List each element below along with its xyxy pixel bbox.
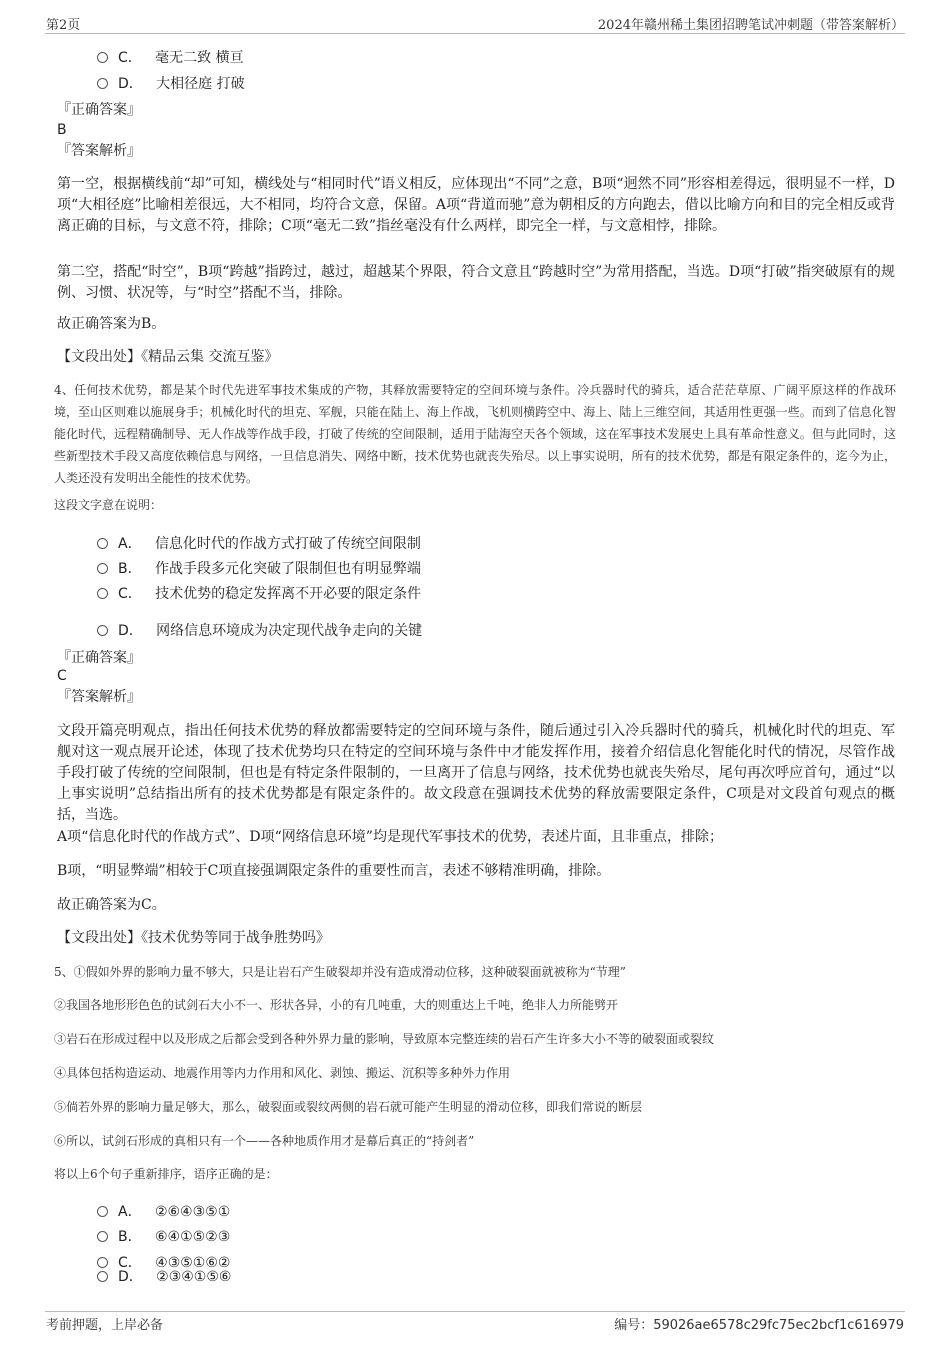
q4-option-a[interactable] bbox=[97, 533, 421, 553]
q5-option-d[interactable] bbox=[97, 1266, 231, 1286]
analysis-paragraph: 第一空，根据横线前“却”可知，横线处与“相同时代”语义相反，应体现出“不同”之意，B项“迥然不同”形容相差得远，很明显不一样，D项“大相径庭”比喻相差很远，大不相同，均符合文意，保留。A项“背道而驰”意为朝相反的方向跑去，借以比喻方向和目的完全相反或背离正确的目标，与文意不符，排除；C项“毫无二致”指丝毫没有什么两样，即完全一样，与文意相悖，排除。 bbox=[57, 176, 895, 234]
header-divider bbox=[45, 33, 905, 34]
option-label: C． bbox=[118, 50, 142, 66]
sentence-1: 5、①假如外界的影响力量不够大，只是让岩石产生破裂却并没有造成滑动位移，这种破裂面就被称为“节理” bbox=[54, 965, 626, 979]
code-label: 编号： bbox=[614, 1318, 654, 1333]
analysis-conclusion: 故正确答案为B。 bbox=[57, 316, 166, 332]
radio-icon[interactable] bbox=[97, 1231, 108, 1242]
option-label: D． bbox=[118, 76, 143, 92]
option-label: D． bbox=[118, 623, 143, 639]
q5-option-a[interactable] bbox=[97, 1201, 230, 1221]
analysis-paragraph: 文段开篇亮明观点，指出任何技术优势的释放都需要特定的空间环境与条件，随后通过引入冷兵器时代的骑兵，机械化时代的坦克、军舰对这一观点展开论述，体现了技术优势均只在特定的空间环境与条件中才能发挥作用，接着介绍信息化智能化时代的情况，尽管作战手段打破了传统的空间限制，但也是有特定条件限制的，一旦离开了信息与网络，技术优势也就丧失殆尽，尾句再次呼应首句，通过“以上事实说明”总结指出所有的技术优势都是有限定条件的。故文段意在强调技术优势的释放需要限定条件，C项是对文段首句观点的概括，当选。 bbox=[57, 723, 895, 823]
option-text: 作战手段多元化突破了限制但也有明显弊端 bbox=[154, 561, 421, 577]
option-text: ⑥④①⑤②③ bbox=[154, 1229, 231, 1245]
answer-title: 『正确答案』 bbox=[57, 102, 141, 118]
sentence-6: ⑥所以，试剑石形成的真相只有一个——各种地质作用才是幕后真正的“持剑者” bbox=[54, 1134, 475, 1148]
question-prompt: 这段文字意在说明： bbox=[54, 498, 163, 512]
sentence-5: ⑤倘若外界的影响力量足够大，那么，破裂面或裂纹两侧的岩石就可能产生明显的滑动位移，即我们常说的断层 bbox=[54, 1100, 643, 1114]
analysis-title: 『答案解析』 bbox=[57, 143, 141, 159]
code-value: 59026ae6578c29fc75ec2bcf1c616979 bbox=[653, 1318, 904, 1333]
radio-icon[interactable] bbox=[97, 78, 108, 89]
q3-option-c[interactable] bbox=[97, 47, 244, 67]
correct-answer: B bbox=[57, 122, 67, 138]
option-text: 技术优势的稳定发挥离不开必要的限定条件 bbox=[155, 586, 422, 602]
option-text: ②③④①⑤⑥ bbox=[156, 1269, 232, 1285]
q4-option-d[interactable] bbox=[97, 620, 422, 640]
option-text: 网络信息环境成为决定现代战争走向的关键 bbox=[156, 623, 423, 639]
answer-title: 『正确答案』 bbox=[57, 650, 141, 666]
option-label: C． bbox=[118, 1255, 142, 1271]
radio-icon[interactable] bbox=[97, 1206, 108, 1217]
radio-icon[interactable] bbox=[97, 588, 108, 599]
correct-answer: C bbox=[57, 668, 67, 684]
sentence-4: ④具体包括构造运动、地震作用等内力作用和风化、剥蚀、搬运、沉积等多种外力作用 bbox=[54, 1066, 511, 1080]
option-label: B． bbox=[118, 1229, 142, 1245]
option-label: C． bbox=[118, 586, 142, 602]
option-text: 毫无二致 横亘 bbox=[155, 50, 244, 66]
document-title: 2024年赣州稀土集团招聘笔试冲刺题（带答案解析） bbox=[597, 18, 904, 33]
question-prompt: 将以上6个句子重新排序，语序正确的是： bbox=[54, 1167, 278, 1181]
q4-option-b[interactable] bbox=[97, 558, 421, 578]
q5-option-b[interactable] bbox=[97, 1226, 230, 1246]
radio-icon[interactable] bbox=[97, 563, 108, 574]
option-label: A． bbox=[118, 536, 142, 552]
radio-icon[interactable] bbox=[97, 538, 108, 549]
source-citation: 【文段出处】《技术优势等同于战争胜势吗》 bbox=[57, 930, 330, 946]
page-number: 第2页 bbox=[46, 18, 81, 33]
source-citation: 【文段出处】《精品云集 交流互鉴》 bbox=[57, 349, 279, 365]
radio-icon[interactable] bbox=[97, 1271, 108, 1282]
radio-icon[interactable] bbox=[97, 625, 108, 636]
document-code bbox=[614, 1314, 904, 1333]
analysis-paragraph: A项“信息化时代的作战方式”、D项“网络信息环境”均是现代军事技术的优势，表述片面，且非重点，排除； bbox=[57, 829, 723, 845]
option-text: 大相径庭 打破 bbox=[156, 76, 245, 92]
analysis-conclusion: 故正确答案为C。 bbox=[57, 897, 166, 913]
option-label: A． bbox=[118, 1204, 142, 1220]
option-text: ④③⑤①⑥② bbox=[155, 1255, 231, 1271]
sentence-3: ③岩石在形成过程中以及形成之后都会受到各种外界力量的影响，导致原本完整连续的岩石产生许多大小不等的破裂面或裂纹 bbox=[54, 1032, 715, 1046]
footer-slogan: 考前押题，上岸必备 bbox=[46, 1318, 164, 1333]
option-label: D． bbox=[118, 1269, 143, 1285]
q4-option-c[interactable] bbox=[97, 583, 421, 603]
sentence-2: ②我国各地形形色色的试剑石大小不一、形状各异，小的有几吨重，大的则重达上千吨，绝非人力所能劈开 bbox=[54, 998, 619, 1012]
analysis-paragraph: 第二空，搭配“时空”，B项“跨越”指跨过，越过，超越某个界限，符合文意且“跨越时空”为常用搭配，当选。D项“打破”指突破原有的规例、习惯、状况等，与“时空”搭配不当，排除。 bbox=[57, 264, 895, 301]
option-label: B． bbox=[118, 561, 142, 577]
question-stem: 4、任何技术优势，都是某个时代先进军事技术集成的产物，其释放需要特定的空间环境与条件。冷兵器时代的骑兵，适合茫茫草原、广阔平原这样的作战环境，至山区则难以施展身手；机械化时代的坦克、军舰，只能在陆上、海上作战，飞机则横跨空中、海上、陆上三维空间，其适用性更强一些。而到了信息化智能化时代，远程精确制导、无人作战等作战手段，打破了传统的空间限制，适用于陆海空天各个领域，这在军事技术发展史上具有革命性意义。但与此同时，这些新型技术手段又高度依赖信息与网络，一旦信息消失、网络中断，技术优势也就丧失殆尽。以上事实说明，所有的技术优势，都是有限定条件的，迄今为止，人类还没有发明出全能性的技术优势。 bbox=[54, 383, 896, 485]
option-text: ②⑥④③⑤① bbox=[154, 1204, 231, 1220]
radio-icon[interactable] bbox=[97, 52, 108, 63]
footer-divider bbox=[45, 1311, 905, 1312]
analysis-paragraph: B项，“明显弊端”相较于C项直接强调限定条件的重要性而言，表述不够精准明确，排除。 bbox=[57, 863, 611, 879]
option-text: 信息化时代的作战方式打破了传统空间限制 bbox=[154, 536, 421, 552]
analysis-title: 『答案解析』 bbox=[57, 689, 141, 705]
q3-option-d[interactable] bbox=[97, 73, 245, 93]
